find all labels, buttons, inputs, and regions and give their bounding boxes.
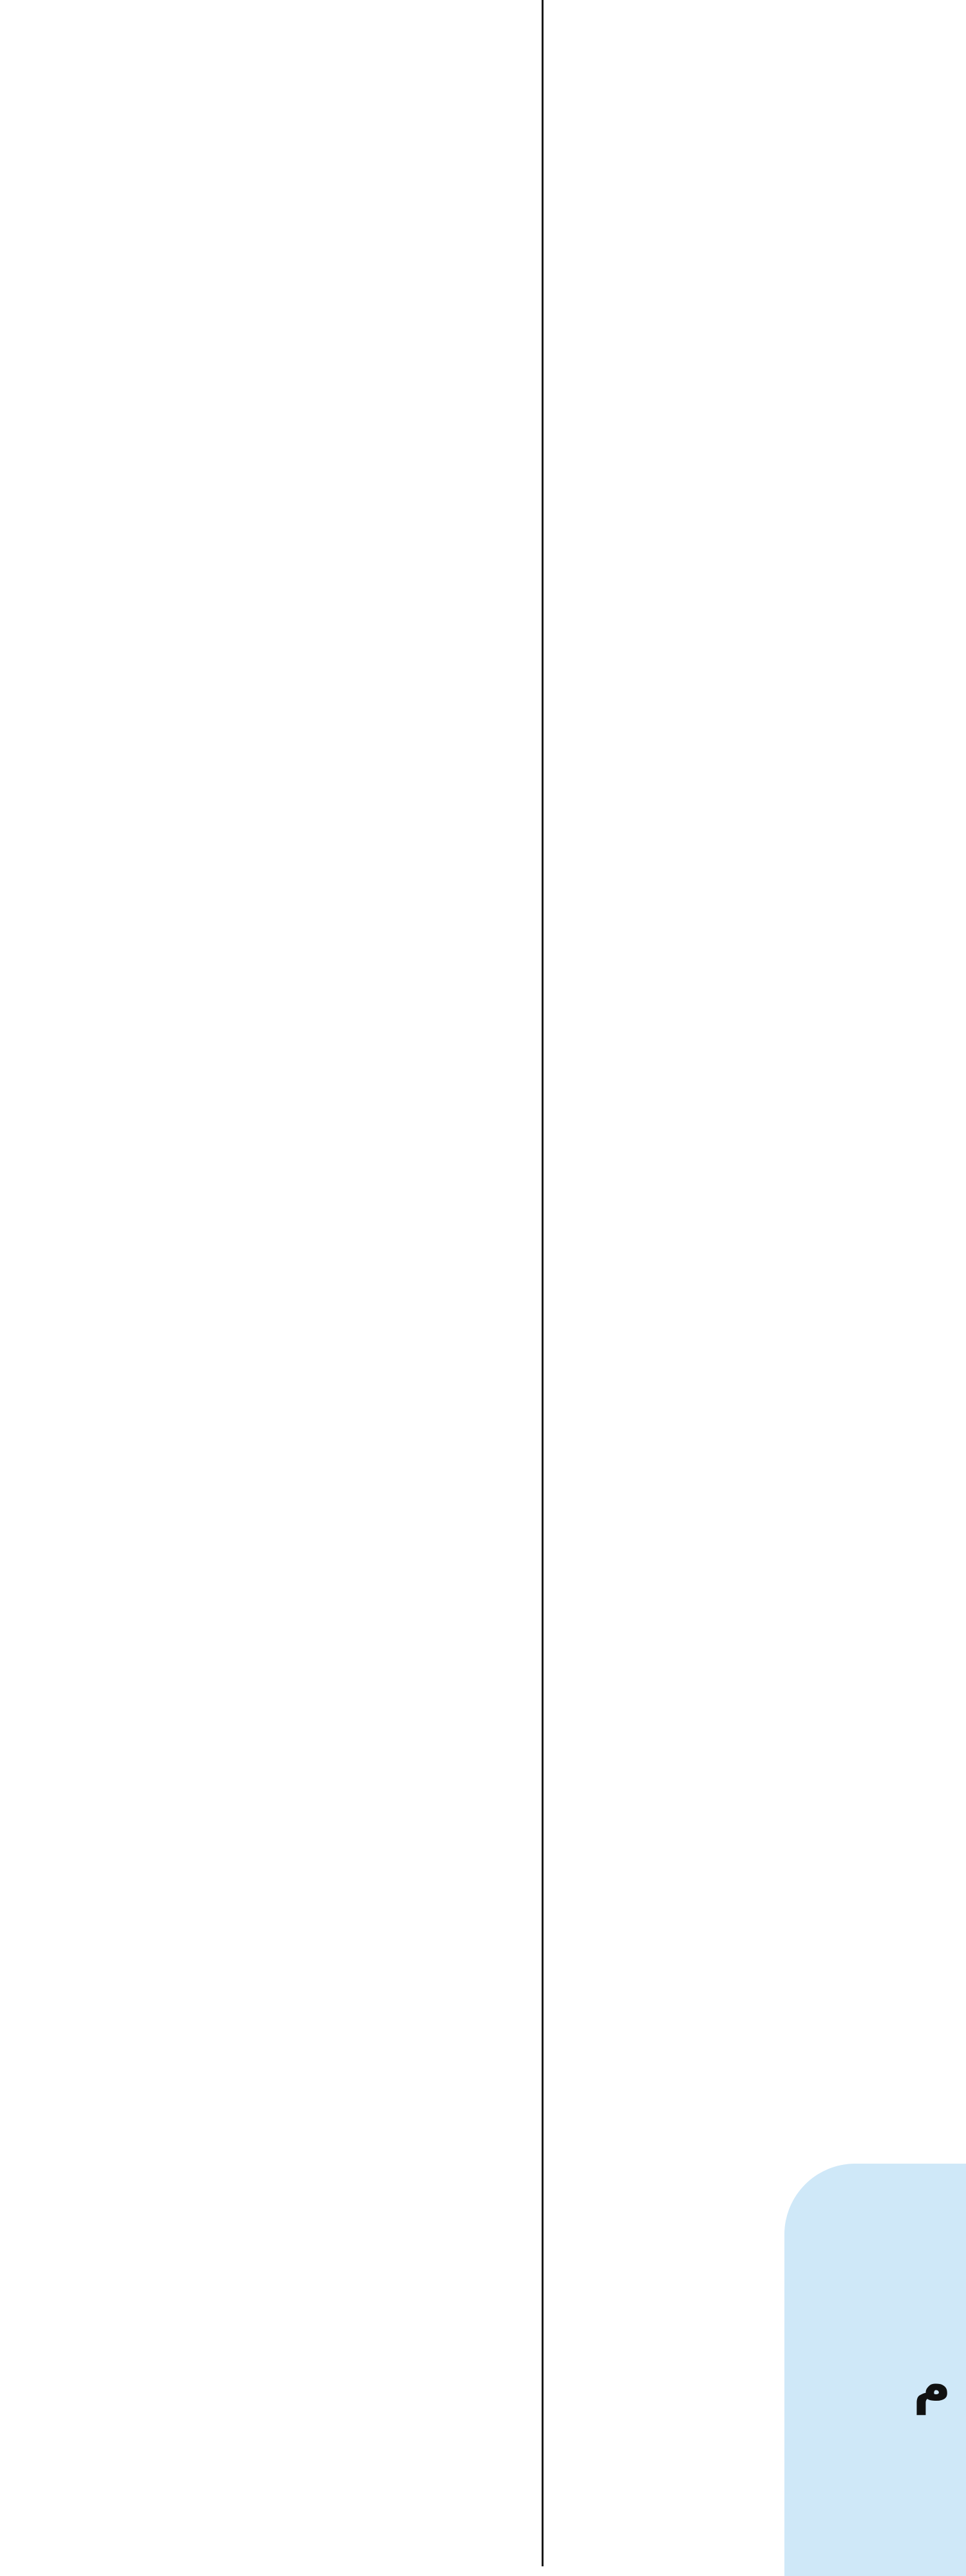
column-divider [542, 0, 544, 2566]
box-heading-fragment: م [913, 2355, 951, 2415]
